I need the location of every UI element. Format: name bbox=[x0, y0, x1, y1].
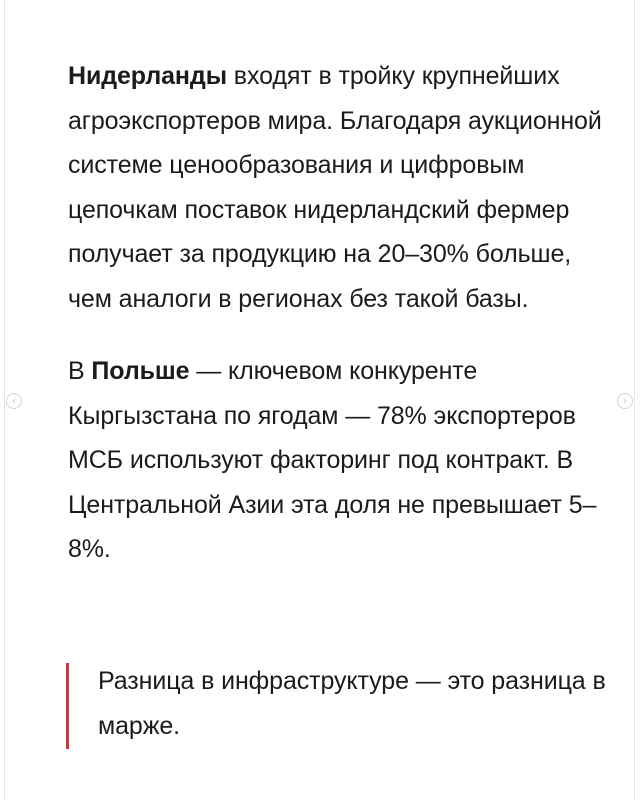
paragraph-netherlands-text: входят в тройку крупнейших агроэкспортеров мира. Благодаря аукционной системе ценообразования и цифровым цепочкам поставок нидерландский фермер получает за продукцию на 20–30% больше, чем аналоги в регионах без такой базы. bbox=[68, 62, 602, 313]
chevron-left-icon[interactable]: ‹ bbox=[6, 393, 22, 409]
chevron-right-icon[interactable]: › bbox=[617, 393, 633, 409]
paragraph-poland-prefix: В bbox=[68, 357, 92, 385]
quote-accent-bar bbox=[66, 663, 69, 749]
paragraph-poland-text: — ключевом конкуренте Кыргызстана по ягодам — 78% экспортеров МСБ используют факторинг под контракт. В Центральной Азии эта доля не превышает 5–8%. bbox=[68, 357, 597, 563]
article-body bbox=[68, 54, 608, 572]
blockquote bbox=[66, 659, 606, 748]
paragraph-netherlands bbox=[68, 54, 608, 321]
frame-border-left bbox=[4, 0, 5, 800]
paragraph-poland bbox=[68, 349, 608, 572]
frame-border-right bbox=[634, 0, 635, 800]
bold-netherlands: Нидерланды bbox=[68, 62, 227, 90]
quote-text: Разница в инфраструктуре — это разница в марже. bbox=[98, 667, 606, 740]
bold-poland: Польше bbox=[91, 357, 190, 385]
